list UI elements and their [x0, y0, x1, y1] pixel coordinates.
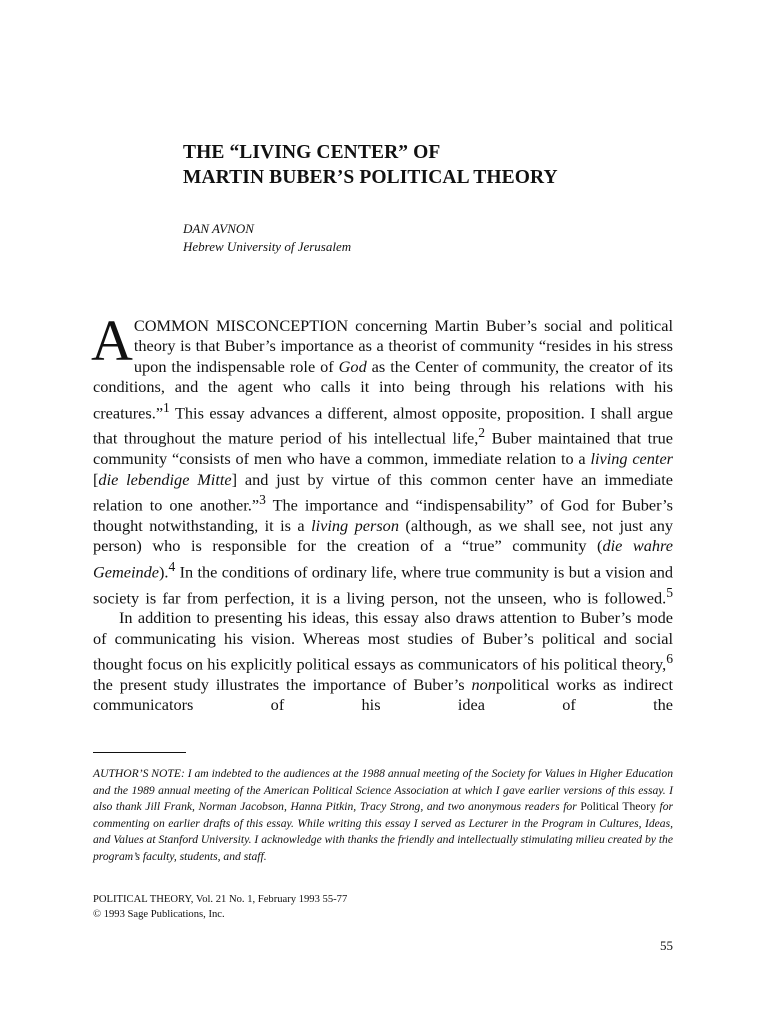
footnote-ref-5: 5	[666, 584, 673, 600]
title-line-1: THE “LIVING CENTER” OF	[183, 142, 441, 163]
text-run: the present study illustrates the importance of Buber’s	[93, 675, 472, 695]
footnote-ref-3: 3	[259, 492, 266, 508]
note-text: AUTHOR’S NOTE: I am indebted to the audiences at the 1988 annual meeting of the Society for Values in Higher Education and the 1989 annual meeting of the American Political Science Association at which I gave earlier versions of this essay. I also thank Jill Frank, Norman Jacobson, Hanna Pitkin, Tracy Strong, and two anonymous readers for	[93, 767, 673, 814]
footnote-ref-6: 6	[666, 651, 673, 667]
drop-cap: A	[91, 308, 133, 373]
authors-note	[93, 766, 673, 866]
italic-run: living person	[311, 515, 399, 535]
text-run: [	[93, 469, 99, 489]
italic-run: living center	[590, 449, 674, 469]
author-name: DAN AVNON	[183, 221, 254, 236]
text-run: ).	[159, 562, 169, 582]
text-run: COMMON MISCONCEPTION concerning Martin Buber’s social and political theory is that Buber’s importance as a theorist of community “resides in his stress upon the indispensable role of	[133, 316, 673, 376]
footnote-ref-4: 4	[168, 558, 176, 574]
page-number: 55	[660, 938, 673, 953]
text-run: Buber maintained that true community “consists of men who have a common, immediate relation to a	[93, 428, 673, 469]
text-run: This essay advances a different, almost opposite, proposition. I shall argue that throughout the mature period of his intellectual life,	[93, 403, 673, 448]
footnote-ref-2: 2	[478, 425, 486, 441]
journal-copyright: © 1993 Sage Publications, Inc.	[93, 909, 225, 920]
article-body	[91, 308, 674, 716]
note-journal-name: Political Theory	[580, 800, 656, 814]
italic-run: non	[471, 675, 496, 695]
text-run: In addition to presenting his ideas, this essay also draws attention to Buber’s mode of communicating his vision. Whereas most studies of Buber’s political and social thought focus on his explicitly political essays as communicators of his political theory,	[93, 608, 673, 674]
paragraph-2	[93, 608, 673, 715]
author-affiliation: Hebrew University of Jerusalem	[183, 239, 352, 254]
italic-run: God	[338, 356, 367, 376]
text-run: (although, as we shall see, not just any person) who is responsible for the creation of a “true” community (	[93, 515, 674, 556]
title-line-2: MARTIN BUBER’S POLITICAL THEORY	[183, 167, 558, 188]
paragraph-1	[91, 308, 674, 608]
article-title	[183, 140, 663, 190]
byline	[183, 220, 663, 256]
footnote-divider	[93, 752, 186, 753]
text-run: as the Center of community, the creator of its conditions, and the agent who calls it into being through his relations with his creatures.”	[93, 356, 673, 423]
text-run: The importance and “indispensability” of God for Buber’s thought notwithstanding, it is a	[93, 495, 673, 535]
text-run: In the conditions of ordinary life, where true community is but a vision and society is far from perfection, it is a living person, not the unseen, who is followed.	[93, 562, 673, 607]
italic-run: die wahre Gemeinde	[93, 536, 673, 582]
italic-run: die lebendige Mitte	[98, 469, 232, 489]
text-run: ] and just by virtue of this common center have an immediate relation to one another.”	[93, 469, 673, 515]
note-text: for commenting on earlier drafts of this essay. While writing this essay I served as Lecturer in the Program in Cultures, Ideas, and Values at Stanford University. I acknowledge with thanks the friendly and intellectually stimulating milieu created by the program’s faculty, students, and staff.	[93, 800, 674, 863]
footnote-ref-1: 1	[163, 399, 170, 415]
text-run: political works as indirect communicators of his idea of the	[93, 675, 673, 715]
journal-citation: POLITICAL THEORY, Vol. 21 No. 1, February 1993 55-77	[93, 894, 348, 905]
journal-info	[93, 892, 493, 922]
